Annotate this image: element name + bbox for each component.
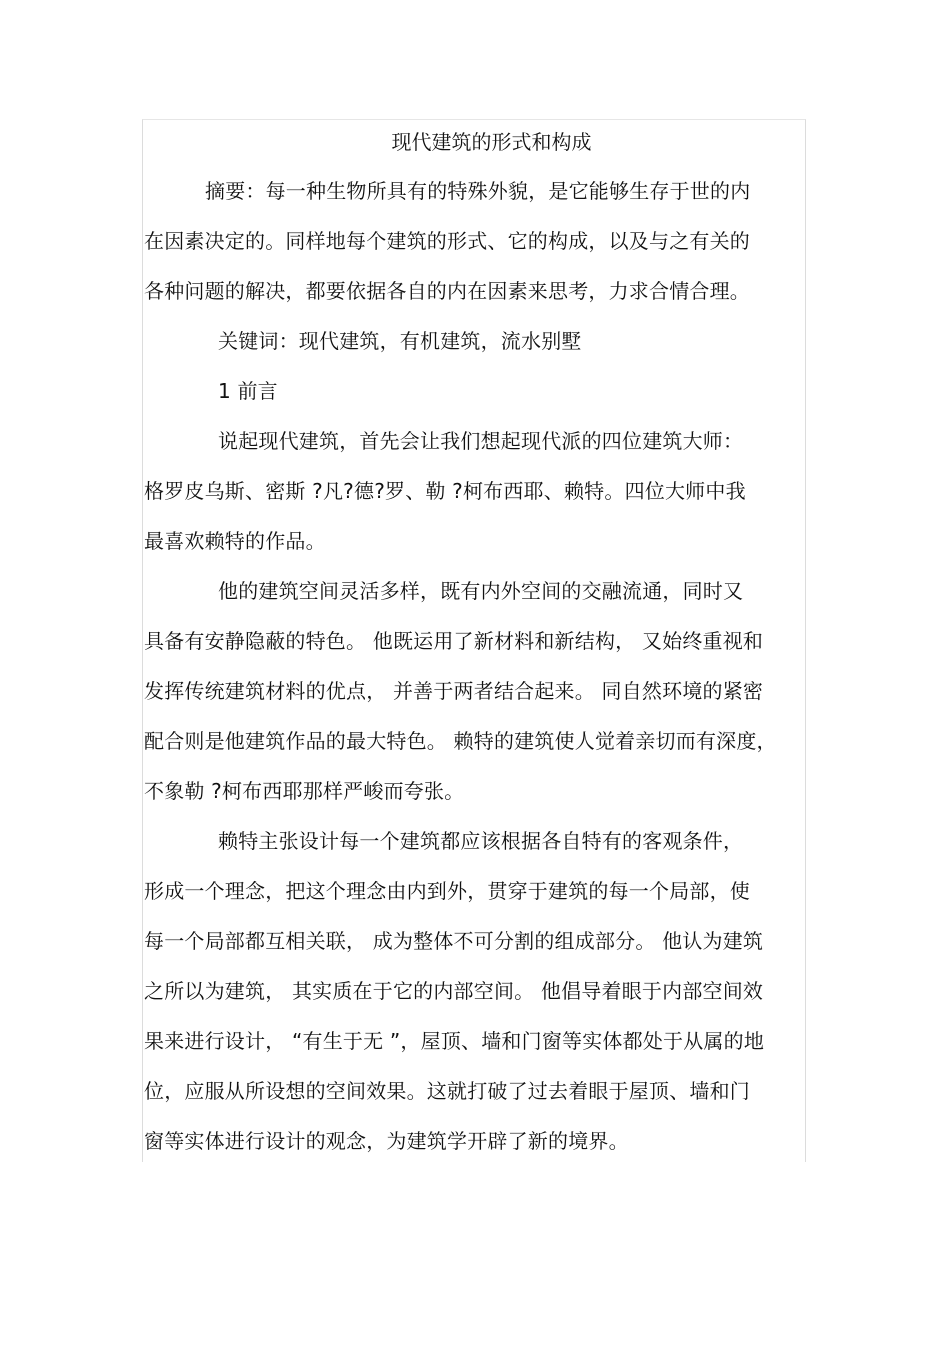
document-body (144, 126, 804, 1174)
paragraph-line: 格罗皮乌斯、密斯 ?凡?德?罗、勒 ?柯布西耶、赖特。四位大师中我 (144, 479, 746, 503)
paragraph-line: 具备有安静隐蔽的特色。 他既运用了新材料和新结构， 又始终重视和 (144, 629, 764, 653)
paragraph-line: 发挥传统建筑材料的优点， 并善于两者结合起来。 同自然环境的紧密 (144, 679, 764, 703)
paragraph-line: 每一个局部都互相关联， 成为整体不可分割的组成部分。 他认为建筑 (144, 929, 764, 953)
paragraph-2 (144, 574, 804, 824)
paragraph-line: 他的建筑空间灵活多样，既有内外空间的交融流通，同时又 (218, 579, 744, 603)
paragraph-line: 形成一个理念，把这个理念由内到外，贯穿于建筑的每一个局部，使 (144, 879, 750, 903)
paragraph-line: 不象勒 ?柯布西耶那样严峻而夸张。 (144, 779, 465, 803)
paragraph-line: 果来进行设计， “有生于无 ”，屋顶、墙和门窗等实体都处于从属的地 (144, 1029, 765, 1053)
paragraph-line: 位，应服从所设想的空间效果。这就打破了过去着眼于屋顶、墙和门 (144, 1079, 750, 1103)
paragraph-3 (144, 824, 804, 1174)
paragraph-line: 之所以为建筑， 其实质在于它的内部空间。 他倡导着眼于内部空间效 (144, 979, 764, 1003)
paragraph-line: 窗等实体进行设计的观念，为建筑学开辟了新的境界。 (144, 1129, 629, 1153)
paragraph-line: 说起现代建筑，首先会让我们想起现代派的四位建筑大师： (218, 429, 744, 453)
abstract (144, 174, 804, 324)
document-title: 现代建筑的形式和构成 (391, 130, 592, 154)
section-heading: 1 前言 (218, 379, 278, 403)
paragraph-line: 赖特主张设计每一个建筑都应该根据各自特有的客观条件， (218, 829, 744, 853)
abstract-line: 摘要：每一种生物所具有的特殊外貌，是它能够生存于世的内 (205, 179, 751, 203)
keywords: 关键词：现代建筑，有机建筑，流水别墅 (218, 329, 582, 353)
paragraph-line: 配合则是他建筑作品的最大特色。 赖特的建筑使人觉着亲切而有深度， (144, 729, 777, 753)
paragraph-line: 最喜欢赖特的作品。 (144, 529, 326, 553)
abstract-line: 各种问题的解决，都要依据各自的内在因素来思考，力求合情合理。 (144, 279, 750, 303)
abstract-line: 在因素决定的。同样地每个建筑的形式、它的构成，以及与之有关的 (144, 229, 750, 253)
paragraph-1 (144, 424, 804, 574)
